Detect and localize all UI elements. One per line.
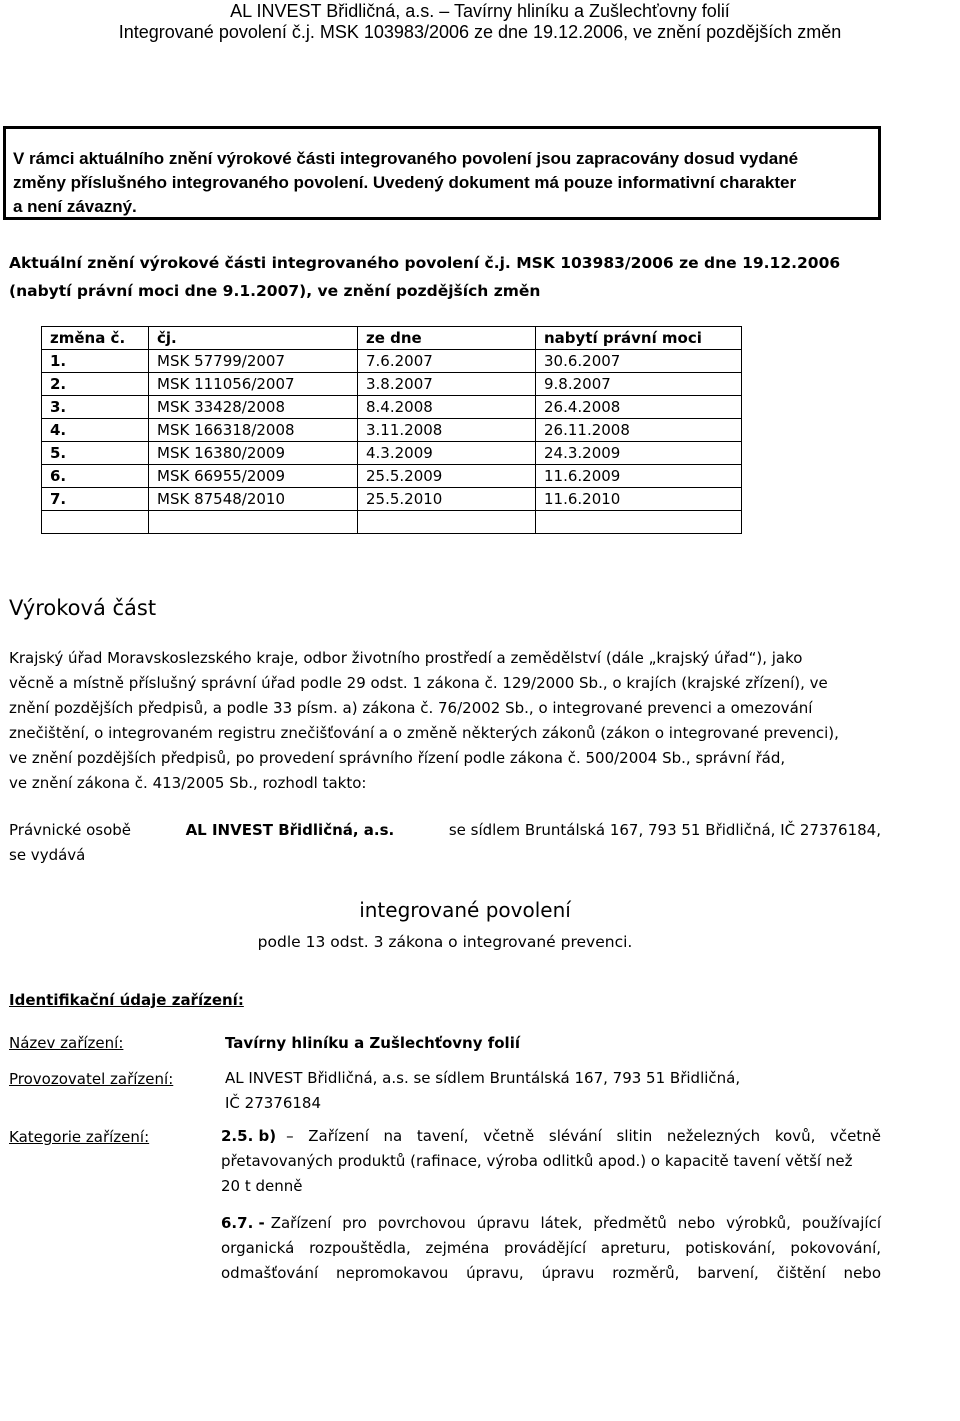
grantee-company: AL INVEST Břidličná, a.s. bbox=[185, 821, 395, 839]
changes-table-cell: 25.5.2009 bbox=[358, 465, 536, 488]
category-2-line-1: Zařízení pro povrchovou úpravu látek, předmětů nebo výrobků, používající bbox=[270, 1214, 881, 1232]
disclaimer-box bbox=[3, 126, 881, 220]
running-header-line-1: AL INVEST Břidličná, a.s. – Tavírny hliníku a Zušlechťovny folií bbox=[230, 1, 730, 21]
category-2-line-2: organická rozpouštědla, zejména provádějící apreturu, potiskování, pokovování, bbox=[221, 1239, 881, 1257]
changes-table-header-cell: ze dne bbox=[358, 327, 536, 350]
decision-line: ve znění zákona č. 413/2005 Sb., rozhodl takto: bbox=[9, 774, 367, 792]
permit-subtitle: podle 13 odst. 3 zákona o integrované prevenci. bbox=[257, 933, 633, 951]
changes-table-cell bbox=[536, 511, 742, 534]
changes-table-cell: MSK 16380/2009 bbox=[149, 442, 358, 465]
changes-table-cell: 8.4.2008 bbox=[358, 396, 536, 419]
grantee-prefix: Právnické osobě bbox=[9, 821, 132, 839]
permit-title: integrované povolení bbox=[359, 898, 571, 922]
changes-table-row bbox=[42, 350, 742, 373]
changes-table-row bbox=[42, 442, 742, 465]
changes-table-cell: 7.6.2007 bbox=[358, 350, 536, 373]
intro-heading bbox=[9, 249, 909, 305]
decision-line: věcně a místně příslušný správní úřad podle 29 odst. 1 zákona č. 129/2000 Sb., o krajích (krajské zřízení), ve bbox=[9, 674, 828, 692]
changes-table-cell: 24.3.2009 bbox=[536, 442, 742, 465]
category-label: Kategorie zařízení: bbox=[9, 1128, 150, 1146]
changes-table-row bbox=[42, 396, 742, 419]
changes-table-cell: MSK 33428/2008 bbox=[149, 396, 358, 419]
decision-line: znění pozdějších předpisů, a podle 33 písm. a) zákona č. 76/2002 Sb., o integrované prevenci a omezování bbox=[9, 699, 813, 717]
changes-table-cell: 9.8.2007 bbox=[536, 373, 742, 396]
changes-table-cell: 11.6.2010 bbox=[536, 488, 742, 511]
changes-table-cell: 2. bbox=[42, 373, 149, 396]
changes-table-cell: MSK 87548/2010 bbox=[149, 488, 358, 511]
changes-table-row bbox=[42, 419, 742, 442]
category-2-code: 6.7. - bbox=[221, 1214, 265, 1232]
name-label: Název zařízení: bbox=[9, 1034, 124, 1052]
changes-table-cell: 1. bbox=[42, 350, 149, 373]
changes-table-cell: 3.11.2008 bbox=[358, 419, 536, 442]
category-2 bbox=[221, 1211, 881, 1286]
changes-table-cell: MSK 66955/2009 bbox=[149, 465, 358, 488]
disclaimer-line-3: a není závazný. bbox=[13, 197, 137, 216]
operator-value bbox=[225, 1066, 740, 1116]
changes-table-cell: MSK 111056/2007 bbox=[149, 373, 358, 396]
category-2-line-3: odmašťování nepromokavou úpravu, úpravu rozměrů, barvení, čištění nebo bbox=[221, 1264, 881, 1282]
changes-table-cell bbox=[358, 511, 536, 534]
changes-table-header-row bbox=[42, 327, 742, 350]
decision-paragraph bbox=[9, 646, 881, 796]
changes-table-row bbox=[42, 373, 742, 396]
changes-table-cell: 6. bbox=[42, 465, 149, 488]
decision-line: znečištění, o integrovaném registru znečišťování a o změně některých zákonů (zákon o integrované prevenci), bbox=[9, 724, 839, 742]
decision-line: Krajský úřad Moravskoslezského kraje, odbor životního prostředí a zemědělství (dále „krajský úřad“), jako bbox=[9, 649, 803, 667]
decision-line: ve znění pozdějších předpisů, po provedení správního řízení podle zákona č. 500/2004 Sb., správní řád, bbox=[9, 749, 786, 767]
disclaimer-line-2: změny příslušného integrovaného povolení. Uvedený dokument má pouze informativní charakter bbox=[13, 173, 797, 192]
changes-table-header-cell: čj. bbox=[149, 327, 358, 350]
changes-table-row bbox=[42, 488, 742, 511]
disclaimer-line-1: V rámci aktuálního znění výrokové části integrovaného povolení jsou zapracovány dosud vydané bbox=[13, 149, 799, 168]
grantee-suffix: se sídlem Bruntálská 167, 793 51 Břidličná, IČ 27376184, bbox=[448, 821, 881, 839]
changes-table-header-cell: nabytí právní moci bbox=[536, 327, 742, 350]
changes-table-cell bbox=[42, 511, 149, 534]
changes-table-cell bbox=[149, 511, 358, 534]
operator-line-2: IČ 27376184 bbox=[225, 1094, 322, 1112]
running-header-line-2: Integrované povolení č.j. MSK 103983/2006 ze dne 19.12.2006, ve znění pozdějších změn bbox=[118, 22, 842, 42]
category-1 bbox=[221, 1124, 881, 1199]
changes-table bbox=[41, 326, 742, 534]
identification-heading: Identifikační údaje zařízení: bbox=[9, 991, 244, 1009]
changes-table-header-cell: změna č. bbox=[42, 327, 149, 350]
section-title: Výroková část bbox=[9, 596, 157, 620]
changes-table-cell: 3.8.2007 bbox=[358, 373, 536, 396]
category-1-line-2: přetavovaných produktů (rafinace, výroba odlitků apod.) o kapacitě tavení větší než bbox=[221, 1152, 853, 1170]
changes-table-cell: 7. bbox=[42, 488, 149, 511]
changes-table-cell: 3. bbox=[42, 396, 149, 419]
category-1-line-3: 20 t denně bbox=[221, 1177, 303, 1195]
changes-table-cell: MSK 57799/2007 bbox=[149, 350, 358, 373]
changes-table-cell: 26.11.2008 bbox=[536, 419, 742, 442]
changes-table-row bbox=[42, 465, 742, 488]
changes-table-cell: 4. bbox=[42, 419, 149, 442]
operator-label: Provozovatel zařízení: bbox=[9, 1070, 174, 1088]
changes-table-cell: 26.4.2008 bbox=[536, 396, 742, 419]
changes-table-cell: 30.6.2007 bbox=[536, 350, 742, 373]
changes-table-cell: 5. bbox=[42, 442, 149, 465]
grantee-paragraph bbox=[9, 818, 881, 868]
grantee-line-2: se vydává bbox=[9, 846, 86, 864]
category-1-line-1: – Zařízení na tavení, včetně slévání slitin neželezných kovů, včetně bbox=[286, 1127, 881, 1145]
category-1-code: 2.5. b) bbox=[221, 1127, 277, 1145]
changes-table-cell: 4.3.2009 bbox=[358, 442, 536, 465]
changes-table-cell: 25.5.2010 bbox=[358, 488, 536, 511]
intro-line-1: Aktuální znění výrokové části integrovaného povolení č.j. MSK 103983/2006 ze dne 19.12.2006 bbox=[9, 254, 841, 272]
operator-line-1: AL INVEST Břidličná, a.s. se sídlem Bruntálská 167, 793 51 Břidličná, bbox=[225, 1069, 741, 1087]
intro-line-2: (nabytí právní moci dne 9.1.2007), ve znění pozdějších změn bbox=[9, 282, 541, 300]
changes-table-cell: MSK 166318/2008 bbox=[149, 419, 358, 442]
changes-table-cell: 11.6.2009 bbox=[536, 465, 742, 488]
name-value: Tavírny hliníku a Zušlechťovny folií bbox=[225, 1034, 520, 1052]
changes-table-row bbox=[42, 511, 742, 534]
